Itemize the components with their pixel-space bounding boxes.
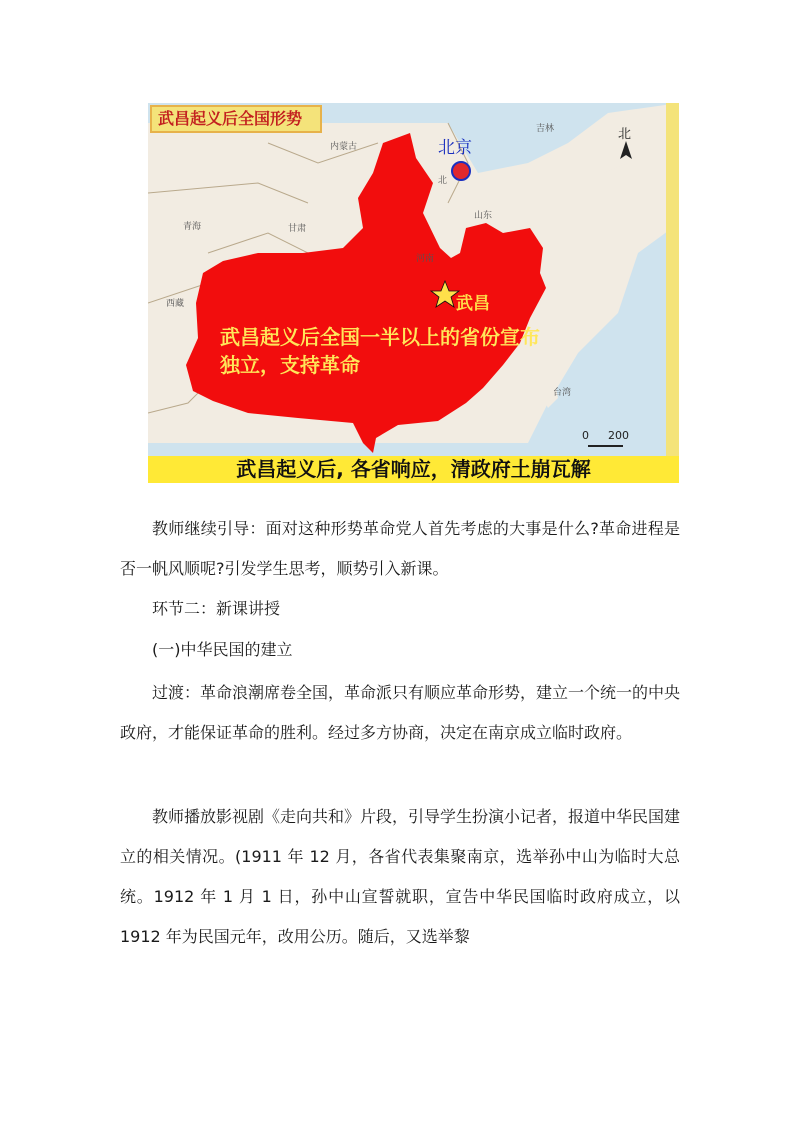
scale-zero: 0: [582, 429, 589, 442]
label-neimenggu: 内蒙古: [330, 142, 358, 152]
label-xizang: 西藏: [166, 299, 185, 309]
beijing-marker: [452, 162, 470, 180]
paragraph-transition: 过渡：革命浪潮席卷全国，革命派只有顺应革命形势，建立一个统一的中央政府，才能保证革命的胜利。经过多方协商，决定在南京成立临时政府。: [120, 683, 681, 742]
independence-overlay-text: 武昌起义后全国一半以上的省份宣布独立，支持革命: [220, 325, 540, 377]
compass-north-label: 北: [618, 127, 632, 142]
paragraph-video-activity: 教师播放影视剧《走向共和》片段，引导学生扮演小记者，报道中华民国建立的相关情况。(1911 年 12 月，各省代表集聚南京，选举孙中山为临时大总统。1912 年 1 月 1 日，孙中山宣誓就职，宣告中华民国临时政府成立，以 1912 年为民国元年，改用公历。随后，又选举黎: [120, 807, 681, 946]
map-border-right: [666, 103, 679, 456]
map-caption: 武昌起义后, 各省响应，清政府土崩瓦解: [148, 456, 679, 483]
map-figure: [148, 103, 679, 483]
map-graphic: [148, 103, 679, 483]
section-heading-link-two: 环节二：新课讲授: [152, 599, 281, 618]
paragraph-teacher-guidance: 教师继续引导：面对这种形势革命党人首先考虑的大事是什么?革命进程是否一帆风顺呢?引发学生思考，顺势引入新课。: [120, 519, 680, 578]
label-henan: 河南: [416, 254, 435, 264]
label-jilin: 吉林: [536, 124, 555, 134]
label-gansu: 甘肃: [288, 224, 307, 234]
map-title: 武昌起义后全国形势: [150, 105, 322, 133]
subsection-heading: (一)中华民国的建立: [152, 640, 293, 659]
label-qinghai: 青海: [183, 222, 202, 232]
scale-value: 200: [608, 429, 629, 442]
label-taiwan: 台湾: [553, 388, 572, 398]
label-shandong: 山东: [474, 211, 493, 221]
label-beijing-small: 北: [438, 176, 448, 186]
beijing-label: 北京: [438, 138, 472, 158]
wuchang-label: 武昌: [456, 294, 490, 314]
